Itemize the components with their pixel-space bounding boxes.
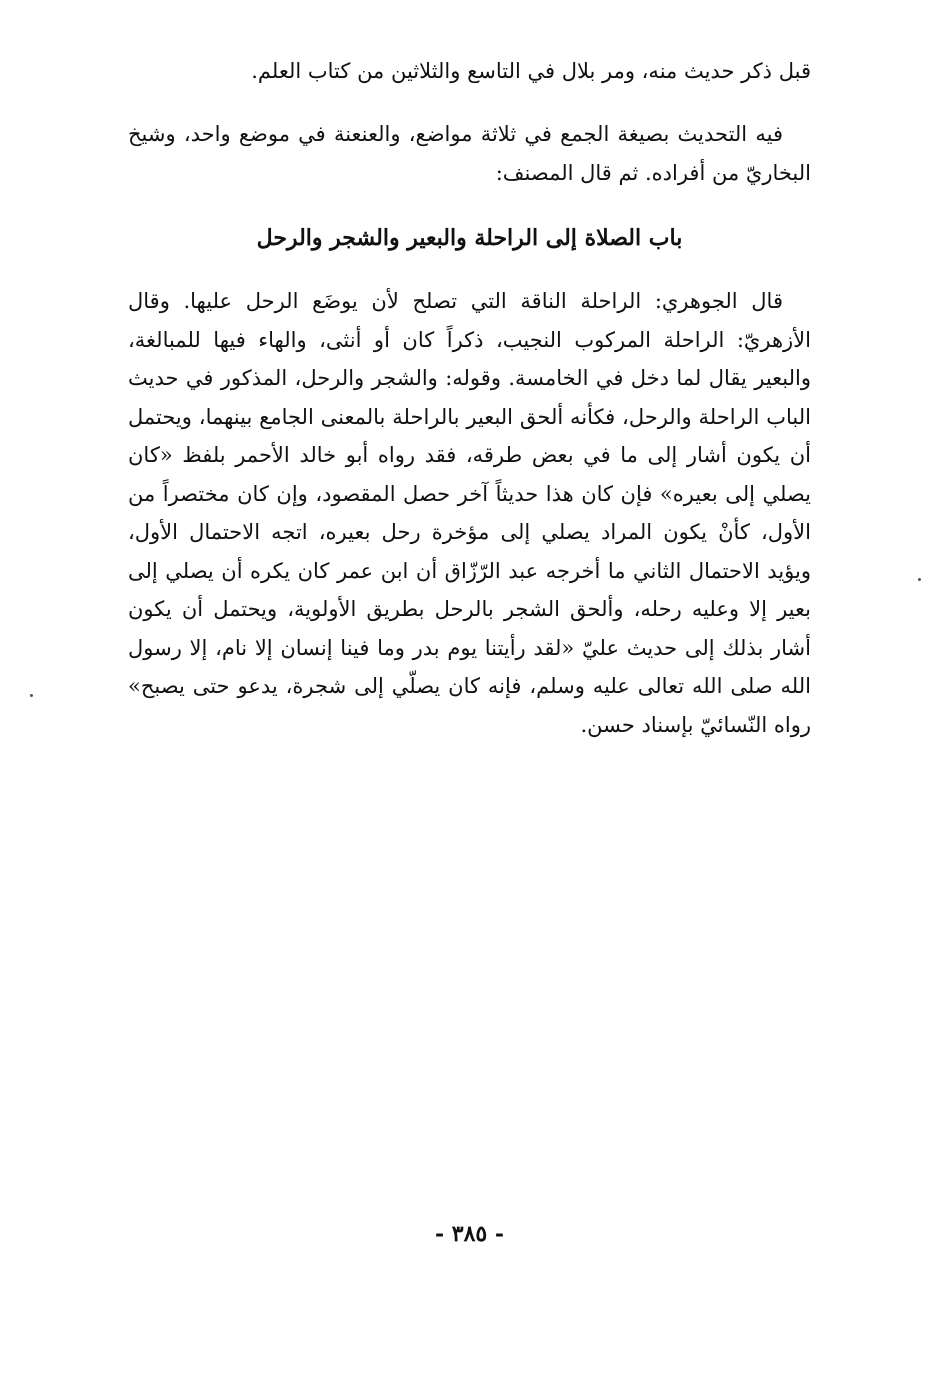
page-number: - ٣٨٥ - [434,1221,505,1247]
paragraph-notes: فيه التحديث بصيغة الجمع في ثلاثة مواضع، والعنعنة في موضع واحد، وشيخ البخاريّ من أفراده. ثم قال المصنف: [128,122,811,185]
paragraph-commentary: قال الجوهري: الراحلة الناقة التي تصلح لأن يوضَع الرحل عليها. وقال الأزهريّ: الراحلة المركوب النجيب، ذكراً كان أو أنثى، والهاء فيها للمبالغة، والبعير يقال لما دخل في الخامسة. وقوله: والشجر والرحل، المذكور في حديث الباب الراحلة والرحل، فكأنه ألحق البعير بالراحلة بالمعنى الجامع بينهما، ويحتمل أن يكون أشار إلى ما في بعض طرقه، فقد رواه أبو خالد الأحمر بلفظ «كان يصلي إلى بعيره» فإن كان هذا حديثاً آخر حصل المقصود، وإن كان مختصراً من الأول، كأنْ يكون المراد يصلي إلى مؤخرة رحل بعيره، اتجه الاحتمال الأول، ويؤيد الاحتمال الثاني ما أخرجه عبد الرّزّاق أن ابن عمر كان يكره أن يصلي إلى بعير إلا وعليه رحله، وألحق الشجر بالرحل بطريق الأولوية، ويحتمل أن يكون أشار بذلك إلى حديث عليّ «لقد رأيتنا يوم بدر وما فينا إنسان إلا نام، إلا رسول الله صلى الله تعالى عليه وسلم، فإنه كان يصلّي إلى شجرة، يدعو حتى يصبح» رواه النّسائيّ بإسناد حسن. [128,289,811,737]
paragraph-intro: قبل ذكر حديث منه، ومر بلال في التاسع والثلاثين من كتاب العلم. [251,59,811,83]
scan-speck [918,578,921,581]
chapter-heading: باب الصلاة إلى الراحلة والبعير والشجر والرحل [256,225,683,251]
scan-speck [30,694,33,697]
